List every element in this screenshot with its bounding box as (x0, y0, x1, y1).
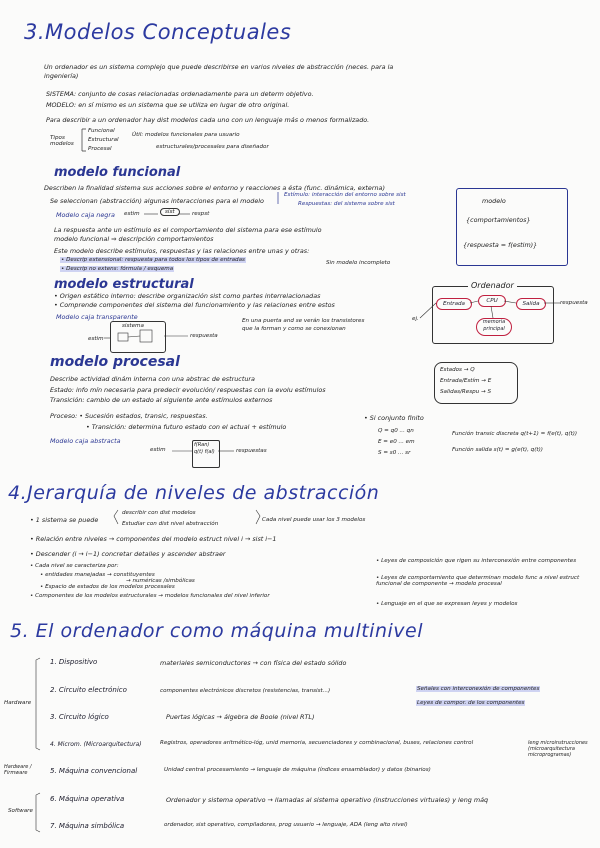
salidas-s: Salidas/Respu → S (440, 389, 491, 395)
nivel-4-desc: Registros, operadores aritmético-lóg, unid memoria, secuenciadores y combinacional, buses, relaciones control (160, 740, 474, 746)
box-modelo: modelo (482, 197, 506, 205)
j-line-4d: • Componentes de los modelos estructurales → modelos funcionales del nivel inferior (30, 593, 270, 599)
nivel-2-senales-text: Señales con interconexión de componentes (417, 686, 540, 692)
j-line-1a: describir con dist modelos (122, 510, 196, 516)
respuestas-label: respuestas (236, 448, 267, 454)
abstract-box-text: f(Ran) q(t) f(al) (194, 442, 215, 455)
me-title: modelo estructural (54, 277, 194, 292)
me-line-4: que la forman y como se conexionan (242, 326, 346, 332)
j-line-4a: • entidades manejadas → constituyentes (40, 572, 155, 578)
estim2-label: estim (88, 336, 104, 342)
caja-negra-label: Modelo caja negra (56, 211, 115, 219)
j-line-5: • Leyes de composición que rigen su interconexión entre componentes (376, 558, 577, 564)
mp-line-1: Describe actividad dinám interna con una abstrac de estructura (50, 375, 255, 383)
util-2: estructurales/procesales para diseñador (156, 144, 269, 150)
tipo-procesal: Procesal (88, 146, 112, 152)
def-sistema: SISTEMA: conjunto de cosas relacionadas ordenadamente para un determ objetivo. (46, 90, 314, 98)
me-line-1: • Origen estático interno: describe organización sist como partes interrelacionadas (54, 292, 321, 300)
nivel-2: 2. Circuito electrónico (50, 686, 127, 694)
mp-title: modelo procesal (50, 354, 180, 370)
def-modelo: MODELO: en sí mismo es un sistema que se utiliza en lugar de otro original. (46, 101, 290, 109)
ordenador-title: Ordenador (468, 281, 517, 290)
intro-line-2: ingeniería) (44, 72, 79, 80)
section-5-title: 5. El ordenador como máquina multinivel (10, 620, 423, 642)
transp-label: Modelo caja transparente (56, 313, 138, 321)
j-line-6: • Leyes de comportamiento que determinan modelo func a nivel estruct funcional de componente → modelo procesal (376, 575, 580, 587)
nivel-4: 4. Microm. (Microarquitectura) (50, 741, 142, 748)
mf-respuestas: Respuestas: del sistema sobre sist (298, 201, 395, 207)
me-line-3: En una puerta and se verán los transistores (242, 318, 365, 324)
j-line-3: • Descender (i → i−1) concretar detalles y ascender abstraer (30, 550, 226, 558)
software-label: Software (8, 808, 33, 814)
intro-line-1: Un ordenador es un sistema complejo que puede describirse en varios niveles de abstracción (neces. para la (44, 63, 394, 71)
util-1: Útil: modelos funcionales para usuario (132, 132, 240, 138)
mp-line-2: Estado: info mín necesaria para predecir evolución/ respuestas con la evolu estímulos (50, 386, 326, 394)
ordenador-entrada: Entrada (436, 298, 472, 310)
tipos-label: Tipos modelos (50, 135, 74, 147)
nivel-2-desc: componentes electrónicos discretos (resistencias, transist...) (160, 688, 331, 694)
ordenador-respuesta: respuesta (560, 300, 588, 306)
proceso-line: Proceso: • Sucesión estados, transic, respuestas. (50, 412, 208, 420)
nivel-5: 5. Máquina convencional (50, 767, 138, 775)
s-set: S = s0 ... sr (378, 450, 411, 456)
nivel-5-desc: Unidad central procesamiento → lenguaje de máquina (índices ensamblador) y datos (binarios) (164, 767, 431, 773)
nivel-2-leyes-text: Leyes de compor. de los componentes (417, 700, 525, 706)
q-set: Q = q0 ... qn (378, 428, 414, 434)
func-salida: Función salida s(t) = g(e(t), q(t)) (452, 447, 543, 453)
nivel-4-leng: leng microinstrucciones (microarquitectura microprogramas) (528, 740, 588, 758)
hardware-label: Hardware (4, 700, 32, 706)
box-respuesta: {respuesta = f(estim)} (463, 241, 538, 249)
nivel-6-desc: Ordenador y sistema operativo → llamadas al sistema operativo (instrucciones virtuales) y leng máq (166, 796, 489, 804)
ordenador-cpu: CPU (478, 295, 506, 307)
nivel-6: 6. Máquina operativa (50, 795, 125, 803)
j-line-4c: • Espacio de estados de los modelos procesales (40, 584, 175, 590)
mf-desc-ext: • Descrip extensional: respuesta para todos los tipos de entradas (61, 257, 245, 263)
mf-estimulo: Estímulo: interacción del entorno sobre sist (284, 192, 406, 198)
mf-line-2: Se seleccionan (abstracción) algunas interacciones para el modelo (50, 197, 264, 205)
nivel-3-desc: Puertas lógicas → álgebra de Boole (nivel RTL) (166, 713, 315, 721)
me-line-2: • Comprende componentes del sistema del funcionamiento y las relaciones entre estos (54, 301, 335, 309)
section-4-title: 4.Jerarquía de niveles de abstracción (8, 482, 380, 504)
j-line-2: • Relación entre niveles → componentes del modelo estruct nivel i → sist i−1 (30, 535, 277, 543)
nivel-7-desc: ordenador, sist operativo, compiladores, prog usuario → lenguaje, ADA (leng alto nivel) (164, 822, 408, 828)
mf-line-4: modelo funcional ⇒ descripción comportamientos (54, 235, 214, 243)
describir-line: Para describir a un ordenador hay dist modelos cada uno con un lenguaje más o menos formalizado. (46, 116, 370, 124)
mf-line-3: La respuesta ante un estímulo es el comportamiento del sistema para ese estímulo (54, 226, 322, 234)
func-transic: Función transic discreta q(t+1) = f(e(t), q(t)) (452, 431, 578, 437)
j-line-4b: → numéricas /simbólicas (126, 578, 195, 584)
tipo-estructural: Estructural (88, 137, 119, 143)
firmware-label: Hardware / Firmware (4, 764, 32, 776)
nivel-3: 3. Circuito lógico (50, 713, 109, 721)
nivel-7: 7. Máquina simbólica (50, 822, 125, 830)
entrada-e: Entrada/Estím → E (440, 378, 492, 384)
respst-label: respst (192, 211, 210, 217)
mf-sin-modelo: Sin modelo incompleto (326, 260, 391, 266)
estados-q: Estados → Q (440, 367, 475, 373)
j-line-7: • Lenguaje en el que se expresan leyes y modelos (376, 601, 518, 607)
ordenador-ej: ej. (412, 316, 419, 322)
nivel-1: 1. Dispositivo (50, 658, 98, 666)
sistema-label: sistema (122, 323, 144, 329)
mf-title: modelo funcional (54, 165, 181, 180)
respuesta-label: respuesta (190, 333, 218, 339)
sist-box: sist (160, 208, 180, 216)
ordenador-salida: Salida (516, 298, 546, 310)
mf-desc-no-ext: • Descrip no extens: fórmula / esquema (61, 266, 174, 272)
estim-label: estim (124, 211, 140, 217)
ordenador-memoria: memoria principal (476, 318, 512, 336)
mp-line-3: Transición: cambio de un estado al siguiente ante estímulos externos (50, 396, 273, 404)
conjunto-finito: • Si conjunto finito (364, 414, 424, 422)
abstracta-label: Modelo caja abstracta (50, 437, 121, 445)
mf-line-1: Describen la finalidad sistema sus acciones sobre el entorno y reacciones a ésta (func. dinámica, externa) (44, 184, 385, 192)
tipo-funcional: Funcional (88, 128, 115, 134)
box-comportamientos: {comportamientos} (466, 216, 531, 224)
section-3-title: 3.Modelos Conceptuales (24, 20, 292, 44)
j-line-1c: Cada nivel puede usar los 3 modelos (262, 517, 366, 523)
nivel-1-desc: materiales semiconductores → con física del estado sólido (160, 659, 347, 667)
proceso-line-2: • Transición: determina futuro estado con el actual + estímulo (86, 423, 287, 431)
e-set: E = e0 ... em (378, 439, 415, 445)
estim3-label: estim (150, 447, 166, 453)
j-line-4: • Cada nivel se caracteriza por: (30, 563, 119, 569)
j-line-1: • 1 sistema se puede (30, 516, 99, 524)
j-line-1b: Estudiar con dist nivel abstracción (122, 521, 219, 527)
mf-line-5: Este modelo describe estímulos, respuestas y las relaciones entre unas y otras: (54, 247, 310, 255)
